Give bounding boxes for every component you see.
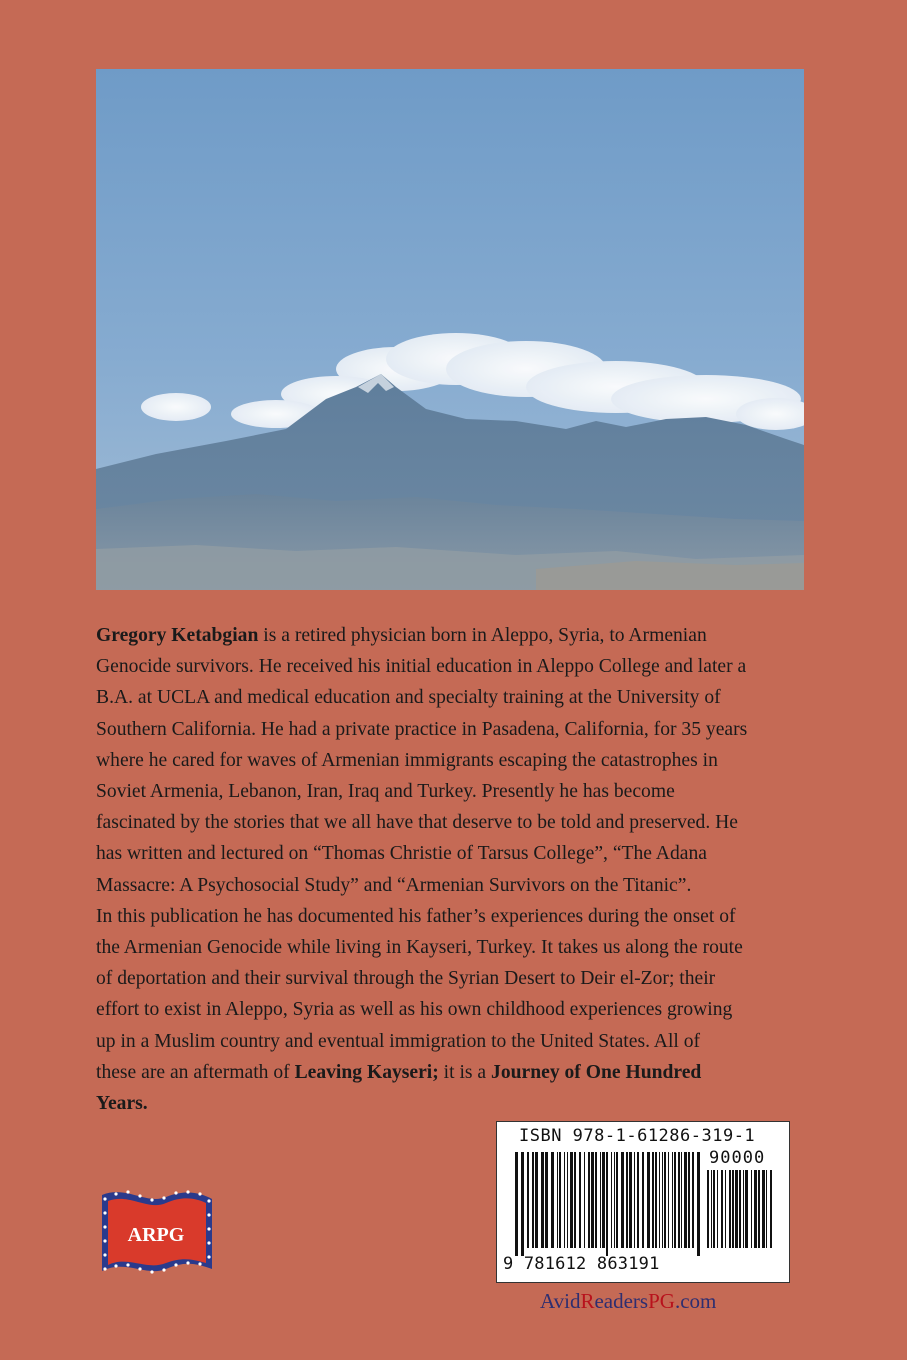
website-part: eaders: [594, 1289, 649, 1313]
bio-line: fascinated by the stories that we all have that deserve to be told and preserved. He: [96, 812, 739, 834]
barcode-bar: [621, 1152, 624, 1248]
barcode-bar: [725, 1170, 726, 1248]
barcode-bar: [684, 1152, 687, 1248]
book-subtitle-part1: Journey of One Hundred: [491, 1061, 702, 1083]
bio-line: where he cared for waves of Armenian immigrants escaping the catastrophes in: [96, 749, 718, 771]
barcode-bar: [711, 1170, 712, 1248]
barcode-bar: [751, 1170, 752, 1248]
barcode-bar: [606, 1152, 608, 1256]
publisher-logo: [96, 1185, 218, 1281]
barcode-bar: [672, 1152, 673, 1248]
ean-digits: 9 781612 863191: [503, 1254, 660, 1274]
barcode-bar: [567, 1152, 568, 1248]
barcode-bar: [707, 1170, 709, 1248]
barcode-bar: [588, 1152, 590, 1248]
barcode-bar: [745, 1170, 748, 1248]
barcode-bar: [626, 1152, 628, 1248]
barcode-bar: [602, 1152, 605, 1248]
bio-line: [96, 620, 816, 651]
barcode-bar: [758, 1170, 760, 1248]
isbn-number: ISBN 978-1-61286-319-1: [519, 1126, 756, 1146]
author-name: Gregory Ketabgian: [96, 625, 259, 646]
bio-line: In this publication he has documented his father’s experiences during the onset of: [96, 905, 736, 927]
bio-line: [96, 1088, 816, 1119]
barcode-bar: [614, 1152, 615, 1248]
barcode-bar: [551, 1152, 554, 1248]
barcode-bar: [662, 1152, 663, 1248]
bio-line: up in a Muslim country and eventual immigration to the United States. All of: [96, 1030, 701, 1052]
barcode-bar: [637, 1152, 639, 1248]
barcode-bar: [600, 1152, 601, 1248]
book-title: Leaving Kayseri;: [294, 1061, 439, 1083]
cover-photo-mountain: [96, 69, 804, 590]
website-part: Avid: [540, 1289, 581, 1313]
barcode-bar: [668, 1152, 669, 1248]
barcode-bar: [766, 1170, 767, 1248]
bio-text: is a retired physician born in Aleppo, Syria, to Armenian: [258, 625, 707, 646]
book-subtitle-part2: Years.: [96, 1093, 148, 1115]
barcode-bar: [629, 1152, 632, 1248]
bio-line: Southern California. He had a private practice in Pasadena, California, for 35 years: [96, 718, 748, 740]
barcode-bar: [541, 1152, 544, 1248]
barcode-bar: [729, 1170, 731, 1248]
ean-bars: [515, 1152, 701, 1256]
bio-line: the Armenian Genocide while living in Kayseri, Turkey. It takes us along the route: [96, 937, 743, 959]
barcode-bar: [688, 1152, 690, 1248]
isbn-barcode: [496, 1121, 790, 1283]
barcode-bar: [527, 1152, 529, 1248]
bio-text: it is a: [438, 1061, 492, 1083]
barcode-bar: [559, 1152, 561, 1248]
barcode-bar: [634, 1152, 635, 1248]
barcode-bar: [697, 1152, 700, 1256]
mountain-landscape-image: [96, 69, 804, 590]
bio-line: Genocide survivors. He received his initial education in Aleppo College and later a: [96, 656, 747, 678]
barcode-bar: [721, 1170, 723, 1248]
barcode-bar: [732, 1170, 734, 1248]
barcode-bar: [557, 1152, 558, 1248]
logo-text: ARPG: [127, 1224, 185, 1246]
bio-line: of deportation and their survival through the Syrian Desert to Deir el-Zor; their: [96, 968, 716, 990]
barcode-bar: [717, 1170, 718, 1248]
bio-line: B.A. at UCLA and medical education and specialty training at the University of: [96, 687, 721, 709]
barcode-bar: [659, 1152, 660, 1248]
bio-line: Massacre: A Psychosocial Study” and “Armenian Survivors on the Titanic”.: [96, 874, 692, 896]
barcode-bar: [674, 1152, 676, 1248]
barcode-bar: [532, 1152, 534, 1248]
bio-line: Soviet Armenia, Lebanon, Iran, Iraq and Turkey. Presently he has become: [96, 781, 675, 803]
barcode-bar: [754, 1170, 757, 1248]
barcode-bar: [545, 1152, 548, 1248]
website-part: PG: [648, 1289, 675, 1313]
bio-line: [96, 1057, 816, 1088]
barcode-bar: [681, 1152, 682, 1248]
arpg-flag-logo: [96, 1185, 218, 1281]
addon-bars: [707, 1170, 773, 1256]
barcode-bar: [535, 1152, 538, 1248]
barcode-bar: [652, 1152, 654, 1248]
barcode-bar: [584, 1152, 585, 1248]
barcode-bar: [642, 1152, 644, 1248]
barcode-bar: [574, 1152, 576, 1248]
barcode-bar: [570, 1152, 573, 1248]
barcode-bar: [611, 1152, 612, 1248]
barcode-bar: [743, 1170, 744, 1248]
barcode-bar: [647, 1152, 650, 1248]
publisher-website[interactable]: [540, 1289, 716, 1314]
barcode-bar: [664, 1152, 666, 1248]
price-code: 90000: [709, 1148, 766, 1168]
bio-text: these are an aftermath of: [96, 1061, 295, 1083]
barcode-bar: [616, 1152, 618, 1248]
barcode-bar: [655, 1152, 657, 1248]
barcode-bar: [762, 1170, 765, 1248]
bio-line: has written and lectured on “Thomas Christie of Tarsus College”, “The Adana: [96, 843, 707, 865]
barcode-bar: [515, 1152, 518, 1256]
barcode-bar: [579, 1152, 581, 1248]
website-part: .com: [674, 1289, 717, 1313]
barcode-bar: [735, 1170, 738, 1248]
author-bio: [96, 620, 816, 1119]
barcode-bar: [678, 1152, 680, 1248]
barcode-bar: [692, 1152, 694, 1248]
bio-line: effort to exist in Aleppo, Syria as well as his own childhood experiences growing: [96, 999, 733, 1021]
barcode-bar: [739, 1170, 741, 1248]
barcode-bar: [770, 1170, 772, 1248]
barcode-bar: [713, 1170, 715, 1248]
website-part: R: [580, 1289, 595, 1313]
barcode-bar: [521, 1152, 524, 1256]
barcode-bar: [595, 1152, 597, 1248]
barcode-bar: [591, 1152, 594, 1248]
barcode-bar: [564, 1152, 565, 1248]
